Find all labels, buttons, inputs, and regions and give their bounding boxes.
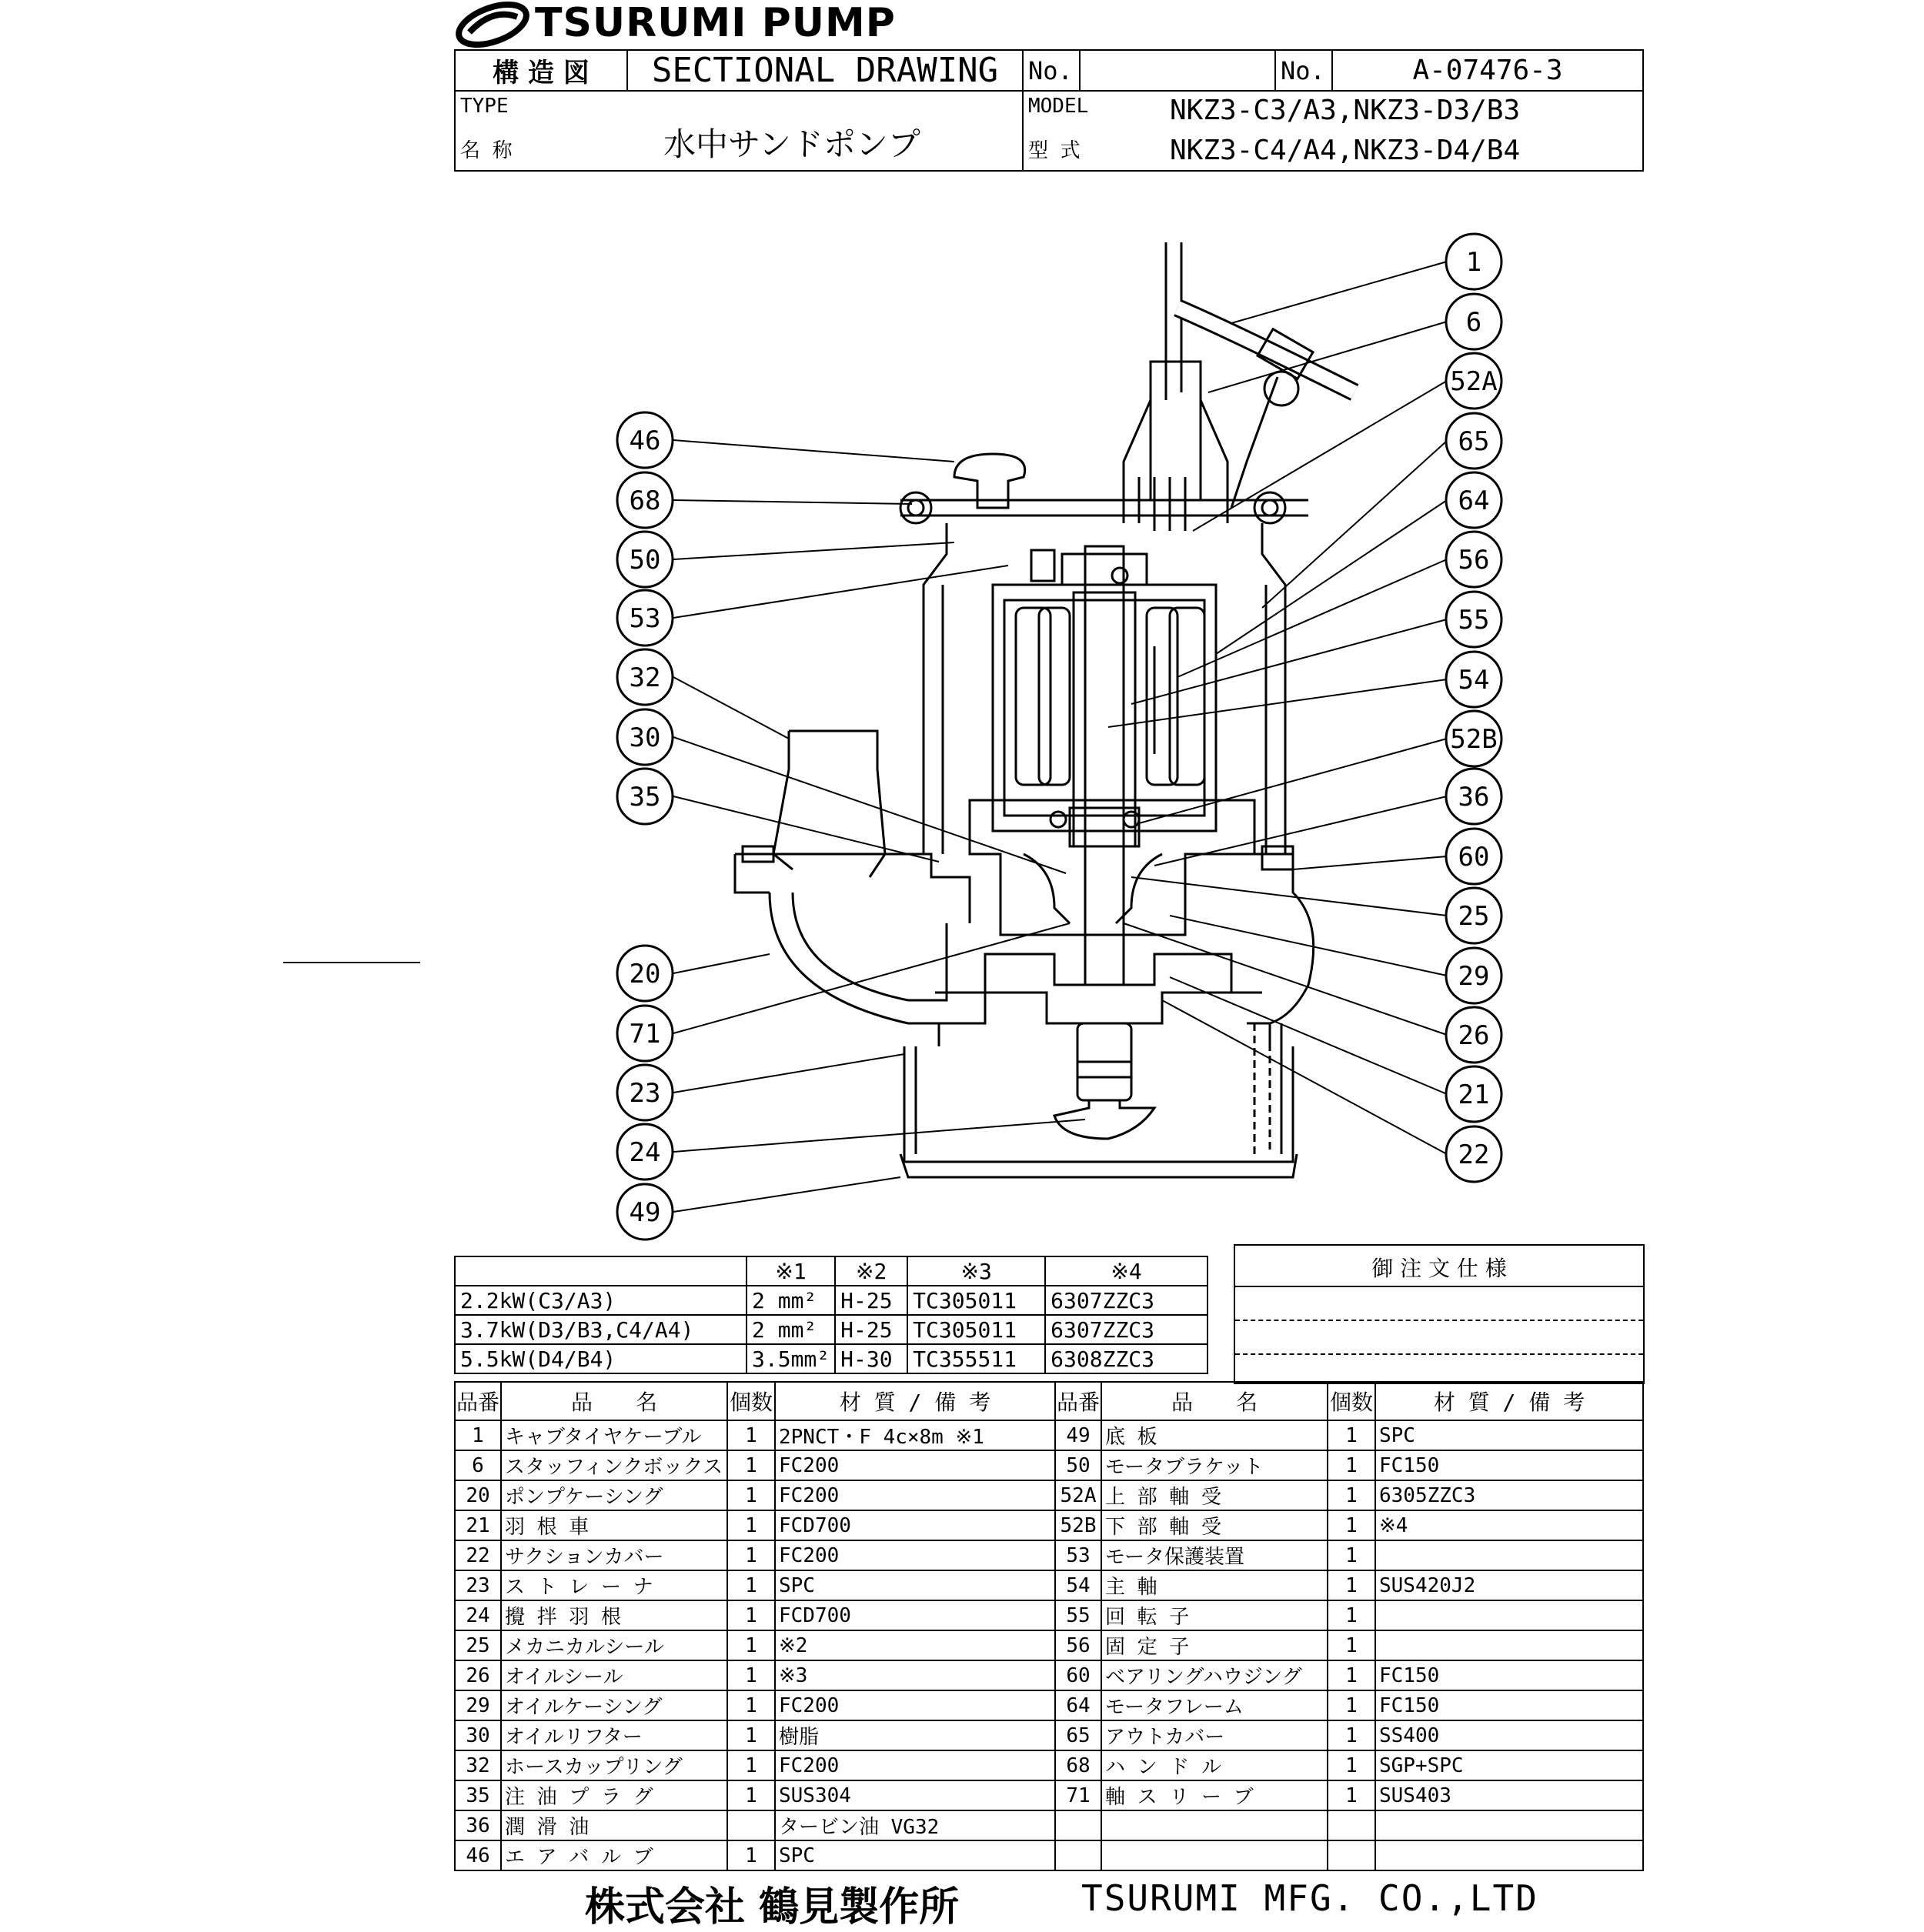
- parts-cell: 54: [1055, 1570, 1101, 1600]
- parts-header: 個数: [727, 1382, 775, 1420]
- svg-text:6: 6: [1465, 307, 1482, 338]
- parts-cell: [1328, 1840, 1375, 1870]
- strainer: [904, 1023, 1293, 1162]
- parts-cell: 52A: [1055, 1480, 1101, 1510]
- svg-text:50: 50: [629, 545, 661, 576]
- parts-cell: 固 定 子: [1101, 1630, 1328, 1660]
- pump-casing: [770, 893, 985, 1023]
- parts-cell: 55: [1055, 1600, 1101, 1630]
- parts-cell: 50: [1055, 1450, 1101, 1480]
- parts-row: [455, 1420, 1643, 1450]
- parts-header: 材 質 / 備 考: [775, 1382, 1055, 1420]
- spec-cell: TC355511: [907, 1344, 1045, 1373]
- parts-cell: 35: [455, 1780, 501, 1810]
- name-label: 名 称: [460, 139, 513, 162]
- parts-cell: キャブタイヤケーブル: [501, 1420, 727, 1450]
- svg-text:1: 1: [1465, 247, 1482, 278]
- parts-cell: メカニカルシール: [501, 1630, 727, 1660]
- parts-cell: FC150: [1375, 1450, 1643, 1480]
- callout-36: [1446, 769, 1501, 824]
- parts-cell: 注 油 プ ラ グ: [501, 1780, 727, 1810]
- parts-cell: SPC: [775, 1570, 1055, 1600]
- parts-cell: 68: [1055, 1750, 1101, 1780]
- parts-cell: 25: [455, 1630, 501, 1660]
- parts-cell: 軸 ス リ ー ブ: [1101, 1780, 1328, 1810]
- parts-cell: 1: [1328, 1510, 1375, 1540]
- parts-cell: 6: [455, 1450, 501, 1480]
- cable: [1174, 242, 1201, 431]
- parts-cell: 2PNCT・F 4c×8m ※1: [775, 1420, 1055, 1450]
- spec-header-3: ※3: [907, 1256, 1045, 1286]
- parts-cell: FCD700: [775, 1510, 1055, 1540]
- parts-cell: 71: [1055, 1780, 1101, 1810]
- parts-table: [454, 1381, 1644, 1871]
- parts-cell: [1375, 1540, 1643, 1570]
- parts-cell: 21: [455, 1510, 501, 1540]
- parts-cell: FC200: [775, 1750, 1055, 1780]
- product-name: 水中サンドポンプ: [663, 125, 920, 163]
- parts-cell: [1101, 1810, 1328, 1840]
- parts-cell: 攪 拌 羽 根: [501, 1600, 727, 1630]
- callout-32: [617, 649, 673, 705]
- svg-text:20: 20: [629, 959, 661, 989]
- svg-text:56: 56: [1458, 545, 1490, 576]
- parts-cell: ポンプケーシング: [501, 1480, 727, 1510]
- spec-row: [455, 1344, 1208, 1373]
- parts-cell: アウトカバー: [1101, 1720, 1328, 1750]
- parts-row: [455, 1630, 1643, 1660]
- spec-header-4: ※4: [1045, 1256, 1208, 1286]
- parts-row: [455, 1720, 1643, 1750]
- parts-cell: ハ ン ド ル: [1101, 1750, 1328, 1780]
- svg-text:35: 35: [629, 782, 661, 813]
- parts-cell: 1: [727, 1450, 775, 1480]
- spec-cell: 3.7kW(D3/B3,C4/A4): [455, 1315, 747, 1344]
- callout-71: [617, 1006, 673, 1061]
- spec-cell: 6307ZZC3: [1045, 1315, 1208, 1344]
- parts-cell: モータブラケット: [1101, 1450, 1328, 1480]
- parts-cell: 1: [727, 1480, 775, 1510]
- parts-cell: 1: [727, 1750, 775, 1780]
- callout-30: [617, 709, 673, 765]
- parts-cell: 1: [1328, 1570, 1375, 1600]
- type-label: TYPE: [460, 95, 509, 118]
- parts-cell: 1: [727, 1780, 775, 1810]
- callout-60: [1446, 829, 1501, 884]
- bottom-plate: [900, 1154, 1297, 1177]
- callout-20: [617, 946, 673, 1001]
- no-label-1: No.: [1023, 50, 1080, 91]
- parts-cell: 底 板: [1101, 1420, 1328, 1450]
- callout-1: [1446, 234, 1501, 289]
- parts-cell: 1: [727, 1540, 775, 1570]
- parts-cell: 49: [1055, 1420, 1101, 1450]
- parts-header: 品 名: [1101, 1382, 1328, 1420]
- order-spec-box: [1234, 1244, 1645, 1384]
- callout-68: [617, 472, 673, 528]
- parts-cell: 46: [455, 1840, 501, 1870]
- parts-cell: 60: [1055, 1660, 1101, 1690]
- parts-cell: 22: [455, 1540, 501, 1570]
- parts-cell: SUS420J2: [1375, 1570, 1643, 1600]
- svg-text:54: 54: [1458, 665, 1490, 696]
- spec-cell: H-25: [835, 1286, 907, 1315]
- parts-cell: 53: [1055, 1540, 1101, 1570]
- parts-cell: スタッフィンクボックス: [501, 1450, 727, 1480]
- parts-cell: SUS304: [775, 1780, 1055, 1810]
- callout-65: [1446, 413, 1501, 469]
- parts-cell: 上 部 軸 受: [1101, 1480, 1328, 1510]
- parts-cell: ※2: [775, 1630, 1055, 1660]
- parts-cell: 1: [1328, 1720, 1375, 1750]
- parts-cell: [1055, 1840, 1101, 1870]
- parts-cell: ※3: [775, 1660, 1055, 1690]
- svg-text:46: 46: [629, 425, 661, 456]
- bearing-housing: [970, 800, 1254, 935]
- parts-cell: 1: [1328, 1660, 1375, 1690]
- callout-50: [617, 532, 673, 587]
- parts-cell: 潤 滑 油: [501, 1810, 727, 1840]
- parts-cell: [1375, 1600, 1643, 1630]
- spec-header-blank: [455, 1256, 747, 1286]
- callout-23: [617, 1065, 673, 1120]
- parts-cell: エ ア バ ル ブ: [501, 1840, 727, 1870]
- left-callouts: [617, 412, 673, 1240]
- parts-cell: 1: [1328, 1420, 1375, 1450]
- svg-text:60: 60: [1458, 842, 1490, 873]
- parts-cell: 羽 根 車: [501, 1510, 727, 1540]
- spec-header-1: ※1: [747, 1256, 835, 1286]
- svg-text:64: 64: [1458, 486, 1490, 516]
- parts-cell: 1: [1328, 1780, 1375, 1810]
- parts-cell: 1: [1328, 1540, 1375, 1570]
- parts-cell: 65: [1055, 1720, 1101, 1750]
- chain: [1231, 377, 1278, 508]
- parts-cell: [1328, 1810, 1375, 1840]
- impeller: [985, 954, 1231, 1023]
- svg-text:30: 30: [629, 722, 661, 753]
- parts-row: [455, 1600, 1643, 1630]
- right-callouts: [1446, 234, 1501, 1182]
- parts-cell: 1: [1328, 1480, 1375, 1510]
- spec-cell: 5.5kW(D4/B4): [455, 1344, 747, 1373]
- parts-cell: 23: [455, 1570, 501, 1600]
- model-jp-label: 型 式: [1028, 139, 1081, 162]
- no-label-2: No.: [1275, 50, 1332, 91]
- svg-text:32: 32: [629, 662, 661, 693]
- en-title: SECTIONAL DRAWING: [627, 50, 1023, 91]
- spec-cell: 2 mm²: [747, 1286, 835, 1315]
- company-name-jp: 株式会社 鶴見製作所: [585, 1884, 960, 1930]
- parts-cell: オイルリフター: [501, 1720, 727, 1750]
- callout-56: [1446, 532, 1501, 587]
- parts-cell: 1: [727, 1600, 775, 1630]
- svg-text:52A: 52A: [1450, 366, 1498, 397]
- parts-cell: 回 転 子: [1101, 1600, 1328, 1630]
- spec-cell: 2 mm²: [747, 1315, 835, 1344]
- parts-cell: 36: [455, 1810, 501, 1840]
- callout-35: [617, 769, 673, 824]
- spec-cell: TC305011: [907, 1286, 1045, 1315]
- spec-cell: H-25: [835, 1315, 907, 1344]
- parts-row: [455, 1690, 1643, 1720]
- svg-text:49: 49: [629, 1197, 661, 1228]
- spec-row: [455, 1315, 1208, 1344]
- model-label: MODEL: [1028, 95, 1089, 118]
- parts-cell: 56: [1055, 1630, 1101, 1660]
- parts-row: [455, 1780, 1643, 1810]
- parts-cell: 1: [1328, 1690, 1375, 1720]
- parts-cell: 30: [455, 1720, 501, 1750]
- out-cover: [924, 523, 1285, 854]
- logo-text: TSURUMI PUMP: [535, 0, 896, 46]
- parts-cell: SS400: [1375, 1720, 1643, 1750]
- parts-cell: FC150: [1375, 1660, 1643, 1690]
- callout-54: [1446, 652, 1501, 707]
- spec-header-2: ※2: [835, 1256, 907, 1286]
- parts-cell: FC200: [775, 1480, 1055, 1510]
- parts-cell: [1101, 1840, 1328, 1870]
- svg-text:52B: 52B: [1450, 724, 1498, 755]
- parts-cell: 1: [727, 1630, 775, 1660]
- callout-6: [1446, 294, 1501, 349]
- parts-cell: サクションカバー: [501, 1540, 727, 1570]
- parts-header: 品番: [455, 1382, 501, 1420]
- parts-cell: 64: [1055, 1690, 1101, 1720]
- parts-cell: 1: [1328, 1630, 1375, 1660]
- svg-text:26: 26: [1458, 1020, 1490, 1051]
- model-line-1: NKZ3-C3/A3,NKZ3-D3/B3: [1170, 95, 1521, 126]
- spec-table: [454, 1256, 1208, 1374]
- parts-cell: 1: [727, 1570, 775, 1600]
- parts-header: 品 名: [501, 1382, 727, 1420]
- parts-row: [455, 1570, 1643, 1600]
- parts-header: 品番: [1055, 1382, 1101, 1420]
- svg-text:21: 21: [1458, 1079, 1490, 1110]
- svg-text:22: 22: [1458, 1140, 1490, 1170]
- parts-cell: FC200: [775, 1690, 1055, 1720]
- callout-22: [1446, 1126, 1501, 1182]
- svg-text:55: 55: [1458, 605, 1490, 636]
- callout-52b: [1446, 711, 1501, 766]
- svg-text:25: 25: [1458, 901, 1490, 932]
- parts-cell: [727, 1810, 775, 1840]
- parts-cell: [1375, 1840, 1643, 1870]
- spec-cell: H-30: [835, 1344, 907, 1373]
- parts-cell: 1: [1328, 1750, 1375, 1780]
- parts-cell: SPC: [1375, 1420, 1643, 1450]
- callout-24: [617, 1124, 673, 1180]
- parts-cell: モータ保護装置: [1101, 1540, 1328, 1570]
- parts-cell: 26: [455, 1660, 501, 1690]
- parts-header: 材 質 / 備 考: [1375, 1382, 1643, 1420]
- spec-cell: 6307ZZC3: [1045, 1286, 1208, 1315]
- parts-cell: 32: [455, 1750, 501, 1780]
- parts-header: 個数: [1328, 1382, 1375, 1420]
- parts-cell: ベアリングハウジング: [1101, 1660, 1328, 1690]
- parts-cell: 1: [727, 1720, 775, 1750]
- company-name-en: TSURUMI MFG. CO.,LTD: [1081, 1877, 1538, 1919]
- parts-cell: SGP+SPC: [1375, 1750, 1643, 1780]
- parts-row: [455, 1450, 1643, 1480]
- parts-cell: [1055, 1810, 1101, 1840]
- svg-text:29: 29: [1458, 961, 1490, 992]
- jp-title: 構 造 図: [455, 50, 627, 91]
- agitator-blade: [1054, 1100, 1154, 1139]
- parts-cell: モータフレーム: [1101, 1690, 1328, 1720]
- callout-55: [1446, 592, 1501, 647]
- handle: [900, 500, 1308, 516]
- callout-26: [1446, 1007, 1501, 1063]
- spec-cell: 3.5mm²: [747, 1344, 835, 1373]
- svg-text:53: 53: [629, 603, 661, 634]
- parts-cell: 下 部 軸 受: [1101, 1510, 1328, 1540]
- svg-text:24: 24: [629, 1137, 661, 1168]
- parts-cell: 52B: [1055, 1510, 1101, 1540]
- parts-cell: 1: [727, 1510, 775, 1540]
- parts-cell: 1: [1328, 1600, 1375, 1630]
- spec-cell: 2.2kW(C3/A3): [455, 1286, 747, 1315]
- parts-cell: FC200: [775, 1540, 1055, 1570]
- parts-row: [455, 1750, 1643, 1780]
- model-line-2: NKZ3-C4/A4,NKZ3-D4/B4: [1170, 135, 1521, 166]
- parts-cell: オイルシール: [501, 1660, 727, 1690]
- order-spec-title: 御 注 文 仕 様: [1371, 1256, 1507, 1281]
- callout-64: [1446, 472, 1501, 528]
- parts-row: [455, 1540, 1643, 1570]
- parts-row: [455, 1510, 1643, 1540]
- parts-cell: [1375, 1810, 1643, 1840]
- parts-cell: 29: [455, 1690, 501, 1720]
- spec-cell: 6308ZZC3: [1045, 1344, 1208, 1373]
- callout-25: [1446, 888, 1501, 943]
- parts-cell: 1: [1328, 1450, 1375, 1480]
- shaft: [1085, 546, 1124, 985]
- spec-row: [455, 1286, 1208, 1315]
- parts-cell: FC150: [1375, 1690, 1643, 1720]
- parts-row: [455, 1840, 1643, 1870]
- callout-52a: [1446, 353, 1501, 409]
- svg-text:36: 36: [1458, 782, 1490, 813]
- parts-cell: オイルケーシング: [501, 1690, 727, 1720]
- callout-21: [1446, 1066, 1501, 1122]
- parts-row: [455, 1480, 1643, 1510]
- callout-29: [1446, 948, 1501, 1003]
- parts-row: [455, 1810, 1643, 1840]
- parts-cell: 主 軸: [1101, 1570, 1328, 1600]
- parts-row: [455, 1660, 1643, 1690]
- parts-cell: 1: [727, 1690, 775, 1720]
- parts-cell: ※4: [1375, 1510, 1643, 1540]
- parts-cell: SUS403: [1375, 1780, 1643, 1810]
- parts-cell: 1: [455, 1420, 501, 1450]
- parts-cell: 6305ZZC3: [1375, 1480, 1643, 1510]
- parts-cell: 樹脂: [775, 1720, 1055, 1750]
- svg-text:65: 65: [1458, 426, 1490, 457]
- parts-cell: FCD700: [775, 1600, 1055, 1630]
- oil-casing: [1024, 854, 1162, 923]
- parts-cell: 24: [455, 1600, 501, 1630]
- parts-cell: タービン油 VG32: [775, 1810, 1055, 1840]
- parts-cell: ホースカップリング: [501, 1750, 727, 1780]
- parts-cell: [1375, 1630, 1643, 1660]
- callout-49: [617, 1184, 673, 1240]
- parts-cell: ス ト レ ー ナ: [501, 1570, 727, 1600]
- parts-cell: SPC: [775, 1840, 1055, 1870]
- drawing-number: A-07476-3: [1332, 50, 1643, 91]
- parts-cell: 20: [455, 1480, 501, 1510]
- parts-cell: 1: [727, 1420, 775, 1450]
- svg-text:68: 68: [629, 486, 661, 516]
- spec-cell: TC305011: [907, 1315, 1045, 1344]
- parts-cell: 1: [727, 1660, 775, 1690]
- svg-text:23: 23: [629, 1078, 661, 1109]
- callout-53: [617, 590, 673, 646]
- svg-text:71: 71: [629, 1019, 661, 1049]
- motor-frame: [993, 585, 1216, 831]
- parts-cell: 1: [727, 1840, 775, 1870]
- callout-46: [617, 412, 673, 468]
- parts-cell: FC200: [775, 1450, 1055, 1480]
